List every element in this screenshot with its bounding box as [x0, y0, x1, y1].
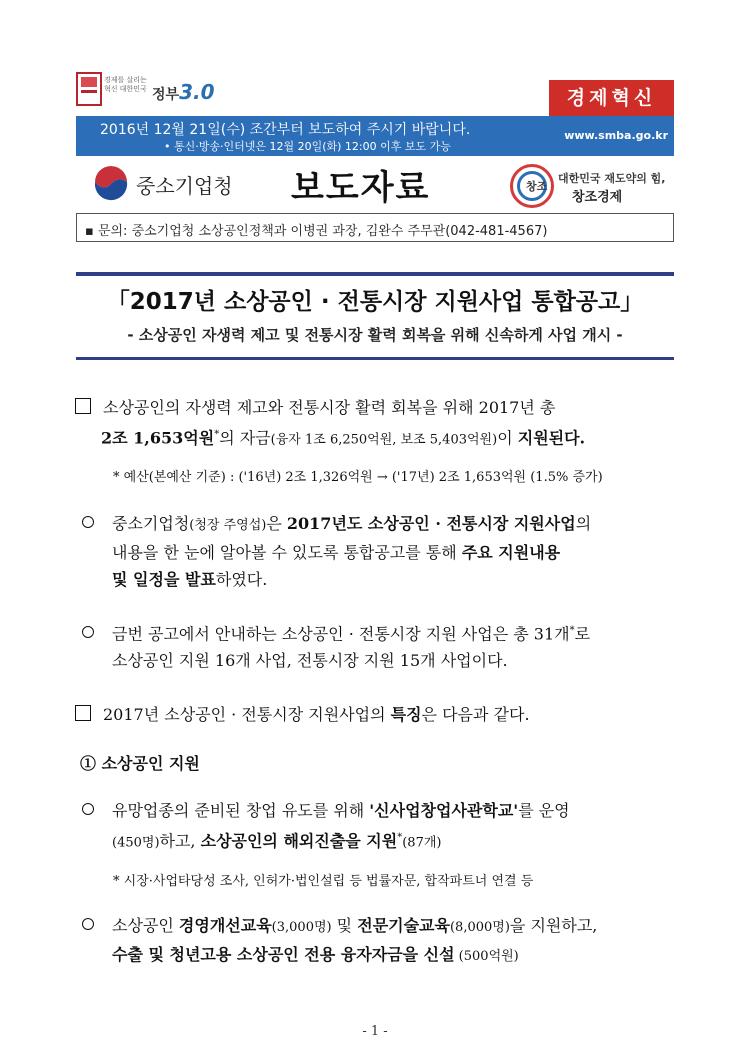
sub-title: - 소상공인 자생력 제고 및 전통시장 활력 회복을 위해 신속하게 사업 개시 -	[127, 326, 623, 344]
bullet-circle-icon	[82, 803, 94, 815]
title-rule-top	[76, 272, 674, 276]
checkbox-square-icon	[75, 705, 91, 721]
page-number: - 1 -	[362, 1024, 388, 1039]
campaign-logo	[76, 72, 102, 106]
paragraph-total-budget: 소상공인의 자생력 제고와 전통시장 활력 회복을 위해 2017년 총 2조 1,653억원*의 자금(융자 1조 6,250억원, 보조 5,403억원)이 지원된다.	[75, 394, 675, 453]
creative-slogan: 대한민국 재도약의 힘,	[558, 172, 666, 185]
government-emblem-icon	[93, 166, 129, 202]
broadcast-notice: • 통신·방송·인터넷은 12월 20일(화) 12:00 이후 보도 가능	[164, 140, 451, 153]
bullet-circle-icon	[82, 918, 94, 930]
paragraph-program-count: 금번 공고에서 안내하는 소상공인 · 전통시장 지원 사업은 총 31개*로 소상공인 지원 16개 사업, 전통시장 지원 15개 사업이다.	[82, 617, 682, 674]
paragraph-announcement: 중소기업청(청장 주영섭)은 2017년도 소상공인 · 전통시장 지원사업의 내용을 한 눈에 알아볼 수 있도록 통합공고를 통해 주요 지원내용 및 일정을 발표하였다.	[82, 510, 682, 593]
website-link[interactable]: www.smba.go.kr	[564, 129, 668, 142]
bullet-circle-icon	[82, 626, 94, 638]
category-tag: 경제혁신	[549, 80, 674, 116]
overseas-support-note: * 시장·사업타당성 조사, 인허가·법인설립 등 법률자문, 합작파트너 연결 등	[113, 874, 534, 889]
contact-info: ▪ 문의: 중소기업청 소상공인정책과 이병권 과장, 김완수 주무관(042-481-4567)	[85, 224, 548, 239]
creative-economy-logo-icon	[510, 164, 554, 208]
contact-box	[76, 213, 674, 242]
campaign-motto: 경제를 살리는 혁신 대한민국	[104, 76, 147, 93]
press-release-title: 보도자료	[291, 168, 431, 208]
budget-note: * 예산(본예산 기준) : ('16년) 2조 1,326억원 → ('17년) 2조 1,653억원 (1.5% 증가)	[113, 470, 603, 485]
section-heading-small-business: ① 소상공인 지원	[80, 754, 200, 773]
creative-economy-label: 창조경제	[572, 190, 623, 205]
bullet-circle-icon	[82, 516, 94, 528]
checkbox-square-icon	[75, 398, 91, 414]
paragraph-education-loans: 소상공인 경영개선교육(3,000명) 및 전문기술교육(8,000명)을 지원하고, 수출 및 청년고용 소상공인 전용 융자자금을 신설 (500억원)	[82, 912, 682, 970]
paragraph-startup-academy: 유망업종의 준비된 창업 유도를 위해 '신사업창업사관학교'를 운영 (450명)하고, 소상공인의 해외진출을 지원*(87개)	[82, 797, 682, 856]
embargo-band	[76, 116, 674, 156]
paragraph-features: 2017년 소상공인 · 전통시장 지원사업의 특징은 다음과 같다.	[75, 701, 675, 728]
main-title: 「2017년 소상공인 · 전통시장 지원사업 통합공고」	[106, 289, 644, 315]
gov30-number: 3.0	[179, 80, 215, 104]
gov30-label: 정부	[152, 87, 180, 103]
title-rule-bottom	[76, 357, 674, 360]
embargo-notice: 2016년 12월 21일(수) 조간부터 보도하여 주시기 바랍니다.	[100, 122, 471, 138]
agency-name: 중소기업청	[136, 174, 233, 198]
creative-logo-text: 창조	[526, 180, 548, 193]
gov30-logo	[152, 80, 215, 104]
